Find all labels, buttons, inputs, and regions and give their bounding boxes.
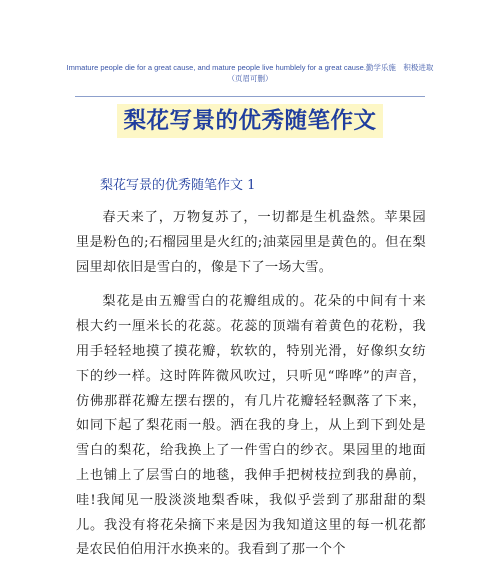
paragraph: 春天来了，万物复苏了，一切都是生机盎然。苹果园里是粉色的;石榴园里是火红的;油菜园里是黄色的。但在梨园里却依旧是雪白的，像是下了一场大雪。 (76, 210, 426, 275)
section-subtitle: 梨花写景的优秀随笔作文 1 (100, 178, 256, 193)
page-header (0, 62, 500, 84)
paragraph: 梨花是由五瓣雪白的花瓣组成的。花朵的中间有十来根大约一厘米长的花蕊。花蕊的顶端有着黄色的花粉，我用手轻轻地摸了摸花瓣，软软的，特别光滑，好像织女纺下的纱一样。这时阵阵微风吹过，只听见“哗哗”的声音，仿佛那群花瓣左摆右摆的，有几片花瓣轻轻飘落了下来，如同下起了梨花雨一般。洒在我的身上，从上到下到处是雪白的梨花，给我换上了一件雪白的纱衣。果园里的地面上也铺上了层雪白的地毯，我伸手把树枝拉到我的鼻前，哇!我闻见一股淡淡地梨香味，我似乎尝到了那甜甜的梨儿。我没有将花朵摘下来是因为我知道这里的每一机花都是农民伯伯用汗水换来的。我看到了那一个个 (76, 294, 426, 558)
title-container (0, 104, 500, 138)
header-note: （页眉可删） (227, 74, 273, 83)
header-motto: Immature people die for a great cause, and mature people live humblely for a great cause.勤学乐施 积极进取 (66, 63, 434, 72)
document-title: 梨花写景的优秀随笔作文 (117, 104, 382, 138)
header-divider (75, 96, 425, 97)
document-body (76, 206, 426, 573)
